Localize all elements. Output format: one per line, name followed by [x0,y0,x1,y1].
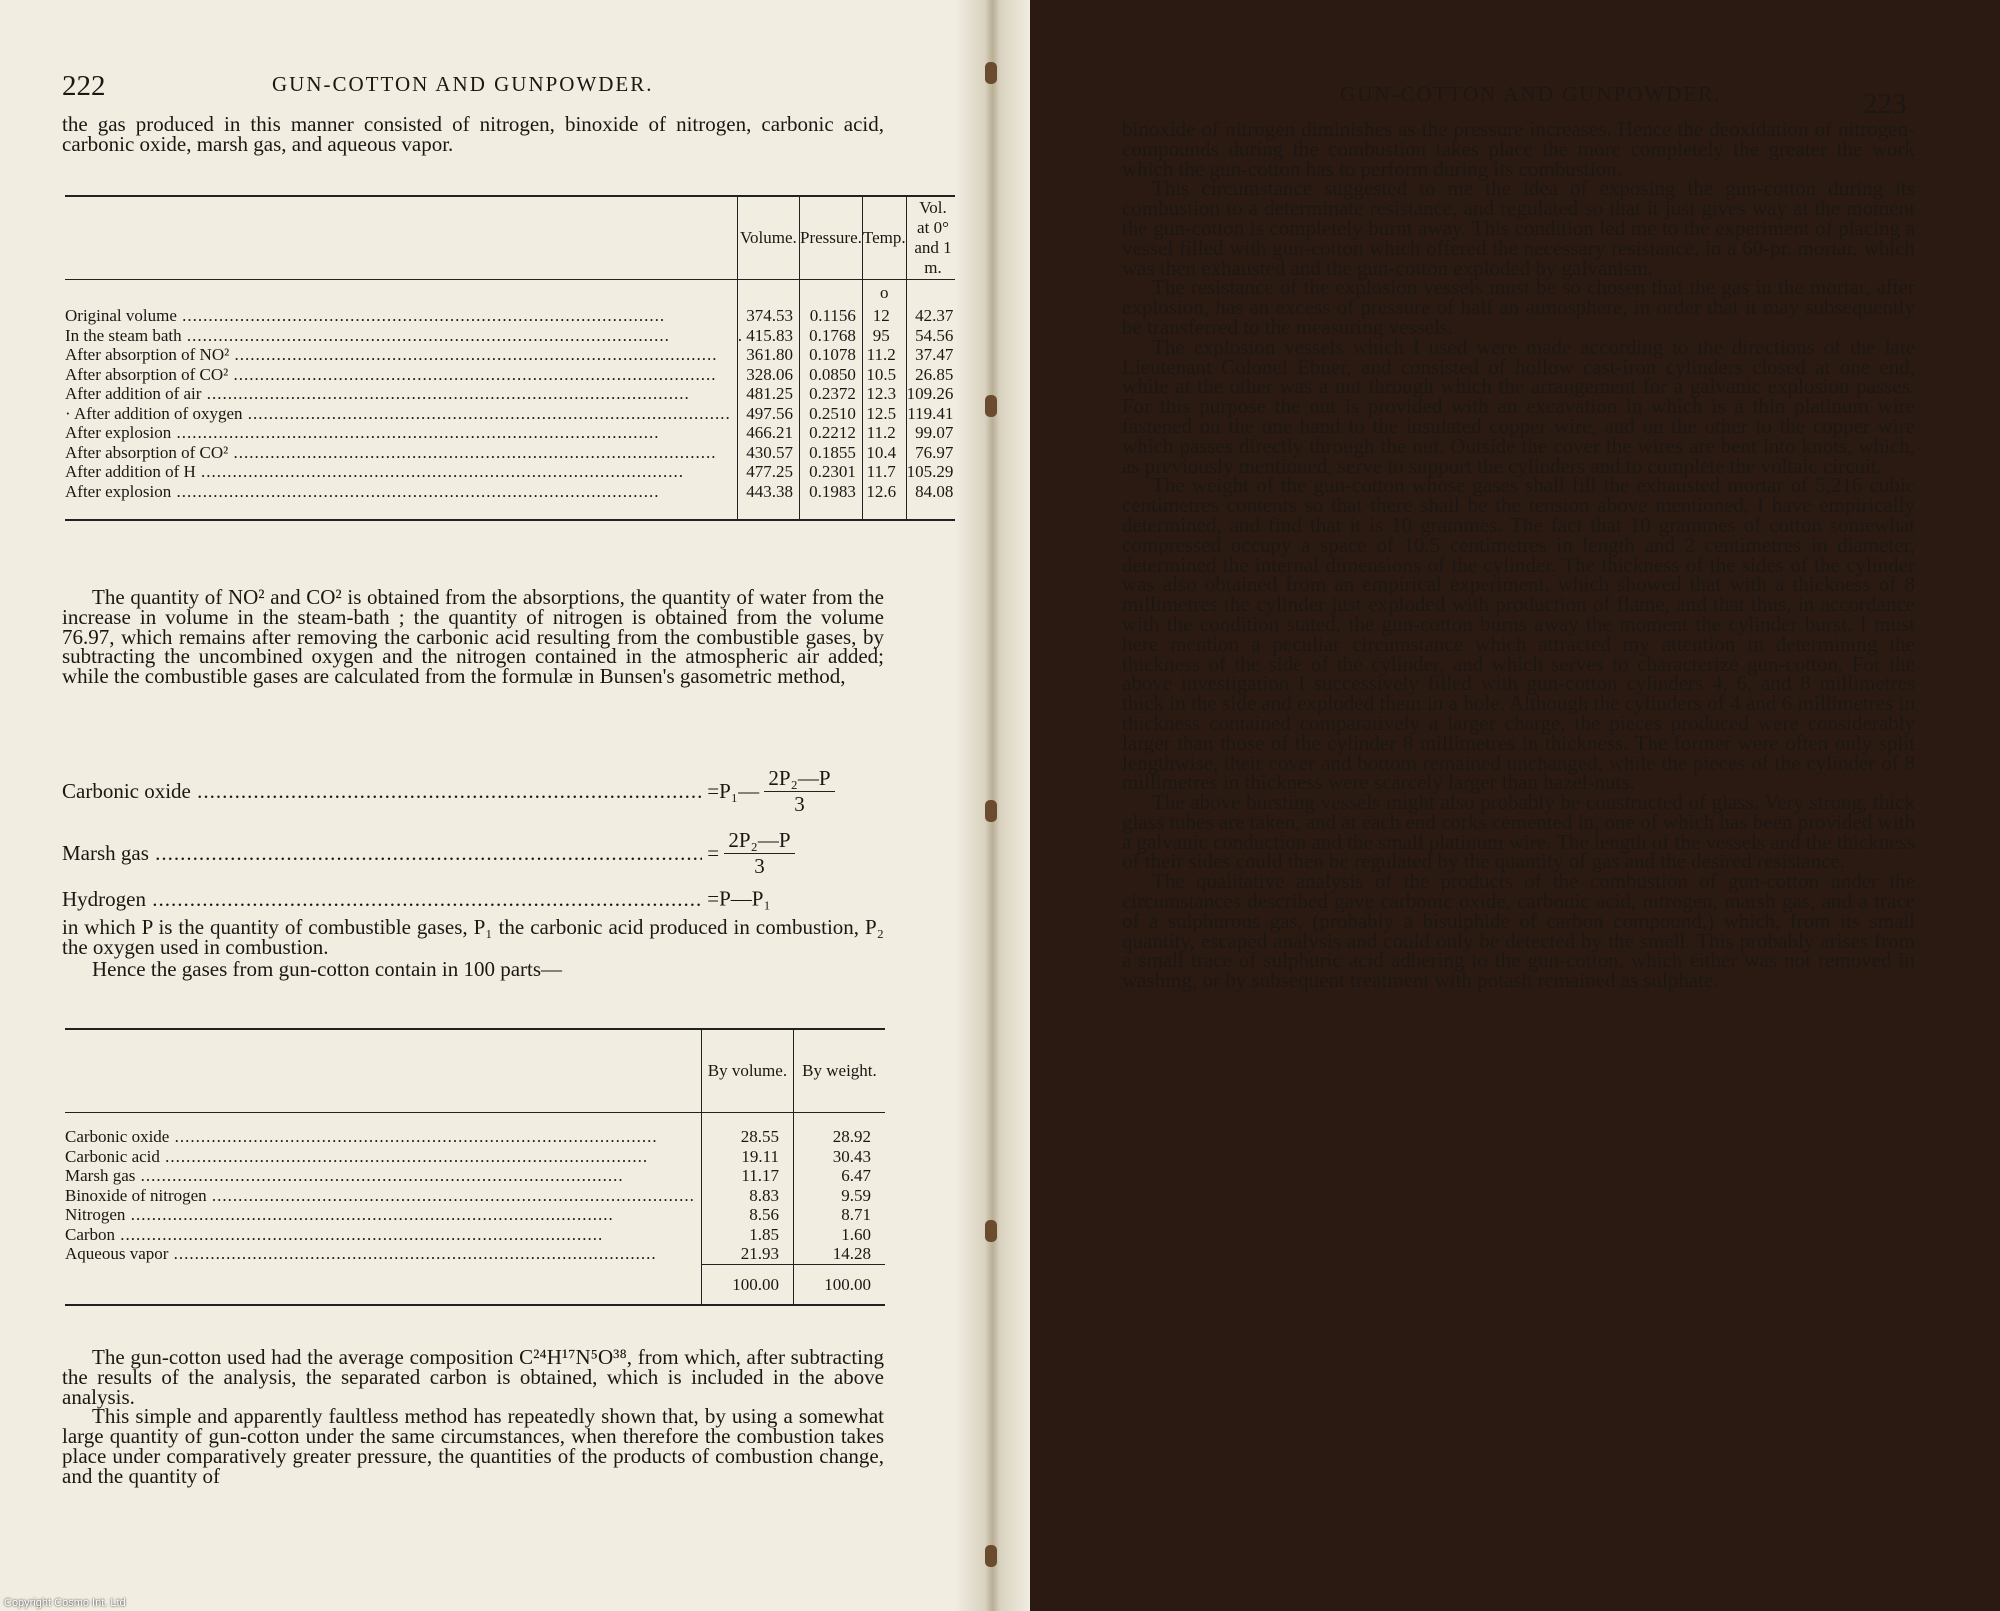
gas-analysis-table [65,195,959,521]
row-value: 328.06 [737,365,799,385]
para-quantities [62,585,884,689]
row-value: 28.55 [701,1127,793,1147]
row-value: 84.08 [906,482,959,521]
total-value: 100.00 [793,1264,885,1305]
table-row [65,1205,885,1225]
table-header-blank [65,1029,701,1113]
row-value: 105.29 [906,462,959,482]
row-value: 10.5 [862,365,906,385]
row-value: 11.7 [862,462,906,482]
paragraph: The explosion vessels which I used were made according to the directions of the late Lieutenant Colonel Ebner, and consisted of hollow cast-iron cylinders closed at one end, while at the other was a nut through which the arrangement for a galvanic explosion passes. For this purpose the nut is provided with an excavation in which is a thin platinum wire fastened on the one hand to the insulated copper wire, and on the other to the copper wire which passes directly through the nut. Outside the cover the wires are bent into knots, which, as previously mentioned, serve to support the cylinders and to complete the voltaic circuit. [1122,334,1915,478]
row-value: 76.97 [906,443,959,463]
formula-lhs: = [707,841,720,865]
row-value: 99.07 [906,423,959,443]
row-label: In the steam bath ..... [65,326,737,346]
para-quantities-text: The quantity of NO² and CO² is obtained from the absorptions, the quantity of water from the increase in volume in the steam-bath ; the quantity of nitrogen is obtained from the volume 76.97, which remains after removing the carbonic acid resulting from the combustible gases, by subtracting the uncombined oxygen and the nitrogen contained in the atmospheric air added; while the combustible gases are calculated from the formulæ in Bunsen's gasometric method, [62,585,884,689]
col-by-volume: By volume. [701,1029,793,1113]
row-value: 11.2 [862,423,906,443]
intro-text: the gas produced in this manner consisted of nitrogen, binoxide of nitrogen, carbonic acid, carbonic oxide, marsh gas, and aqueous vapor. [62,112,884,156]
row-value: 12 [862,306,906,326]
row-label: After absorption of CO² ..... [65,365,737,385]
para-composition [62,1345,884,1488]
col-temp: Temp. [862,196,906,280]
table-row [65,1186,885,1206]
table-row [65,443,959,463]
row-value: 8.71 [793,1205,885,1225]
row-value: 0.2510 [800,404,863,424]
row-value: 0.1983 [800,482,863,521]
row-label: After explosion ..... [65,423,737,443]
row-value: 11.2 [862,345,906,365]
row-label: Carbon ..... [65,1225,701,1245]
page-number-right: 223 [1863,88,1907,120]
row-value: 9.59 [793,1186,885,1206]
row-value: 109.26 [906,384,959,404]
paragraph: The qualitative analysis of the products of the combustion of gun-cotton under the circumstances described gave carbonic oxide, carbonic acid, nitrogen, marsh gas, and a trace of a sulphurous gas, (probably a bisulphide of carbon compound,) which, from its small quantity, escaped analysis and could only be detected by the smell. This probably arises from a small trace of sulphuric acid adhering to the gun-cotton, which either was not removed in washing, or by subsequent treatment with potash remained as sulphate. [1122,869,1915,993]
table-row [65,1225,885,1245]
formula-marsh-gas [62,828,884,879]
paragraph: binoxide of nitrogen diminishes as the pressure increases. Hence the deoxidation of nitrogen-compounds during the combustion takes place the more completely the greater the work which the gun-cotton has to perform during its combustion. [1122,117,1915,181]
row-value: 477.25 [737,462,799,482]
intro-paragraph [62,112,884,156]
row-value: 11.17 [701,1166,793,1186]
row-label: After addition of H ..... [65,462,737,482]
table-row [65,1127,885,1147]
table-row [65,365,959,385]
row-value: 42.37 [906,306,959,326]
total-value: 100.00 [701,1264,793,1305]
formula-fraction: $\frac{\text{2P₂—P}}{3}$ [724,828,794,879]
row-value: 0.1078 [800,345,863,365]
row-value: 26.85 [906,365,959,385]
row-value: . 415.83 [737,326,799,346]
row-value: 28.92 [793,1127,885,1147]
row-value: 374.53 [737,306,799,326]
formula-lhs: =P₁— [707,779,760,803]
row-value: 0.0850 [800,365,863,385]
paragraph: The weight of the gun-cotton whose gases shall fill the exhausted mortar of 5,216 cubic centimetres contents so that there shall be the tension above mentioned, I have empirically determined, and find that it is 10 grammes. The fact that 10 grammes of cotton somewhat compressed occupy a space of 10.5 centimetres in length and 2 centimetres in diameter, determined the internal dimensions of the cylinder. The thickness of the sides of the cylinder was also obtained from an empirical experiment, which showed that with a thickness of 8 millimetres the cylinder just exploded with production of flame, and that thus, in accordance with the condition stated, the gun-cotton burns away the moment the cylinder burst. I must here mention a peculiar circumstance which attracted my attention in determining the thickness of the side of the cylinder, and which serves to characterize gun-cotton. For the above investigation I successively filled with gun-cotton cylinders 4, 6, and 8 millimetres thick in the side and exploded them in a hole. Although the cylinders of 4 and 6 millimetres in thickness contained comparatively a larger charge, the pieces produced were considerably larger than those of the cylinder 8 millimetres in thickness. The former were often only split lengthwise, their cover and bottom remained unchanged, while the pieces of the cylinder of 8 millimetres in thickness were scarcely larger than hazel-nuts. [1122,473,1915,795]
row-label: Nitrogen ..... [65,1205,701,1225]
row-label: Aqueous vapor ..... [65,1244,701,1264]
row-value: 361.80 [737,345,799,365]
col-by-weight: By weight. [793,1029,885,1113]
para-symbols [62,915,884,981]
table-row [65,1166,885,1186]
row-value: 1.85 [701,1225,793,1245]
left-page [0,0,985,1611]
table-row [65,306,959,326]
row-label: After absorption of NO² ..... [65,345,737,365]
formula-label: Carbonic oxide ..... [62,779,702,804]
row-value: 0.1855 [800,443,863,463]
para-symbols-text: in which P is the quantity of combustible gases, P₁ the carbonic acid produced in combustion, P₂ the oxygen used in combustion. [62,915,884,959]
row-value: 12.5 [862,404,906,424]
running-head-left: GUN-COTTON AND GUNPOWDER. [272,72,654,96]
row-label: After explosion ..... [65,482,737,520]
table-row [65,462,959,482]
row-value: 8.56 [701,1205,793,1225]
paragraph: The above bursting vessels might also probably be constructed of glass. Very strong, thick glass tubes are taken, and at each end corks cemented in, one of which has been provided with a galvanic conduction and the small platinum wire. The length of the vessels and the thickness of their sides could then be regulated by the quantity of gas and the desired resistance. [1122,790,1915,874]
paragraph: The resistance of the explosion vessels must be so chosen that the gas in the mortar, after explosion, has an excess of pressure of half an atmosphere, in order that it may subsequently be transferred to the measuring vessels. [1122,275,1915,339]
row-value: 0.2212 [800,423,863,443]
row-value: 1.60 [793,1225,885,1245]
row-label: Original volume ..... [65,306,737,326]
row-value: 497.56 [737,404,799,424]
row-value: 481.25 [737,384,799,404]
row-value: 21.93 [701,1244,793,1264]
para-method-text: This simple and apparently faultless method has repeatedly shown that, by using a somewhat large quantity of gun-cotton under the same circumstances, when therefore the combustion takes place under comparatively greater pressure, the quantities of the products of combustion change, and the quantity of [62,1404,884,1488]
row-label: Binoxide of nitrogen ..... [65,1186,701,1206]
formula-label: Hydrogen ..... [62,887,702,912]
composition-table [65,1028,885,1306]
totals-row [65,1264,885,1305]
table-row [65,482,959,521]
page-number-left: 222 [62,70,106,102]
table-row [65,384,959,404]
table-row [65,1244,885,1264]
degree-row [65,280,959,307]
row-value: 12.3 [862,384,906,404]
copyright-notice: Copyright Cosmo Int. Ltd [4,1597,126,1609]
table-row [65,345,959,365]
col-pressure: Pressure. [800,196,863,280]
col-vol-at-zero: Vol. at 0° and 1 m. [906,196,959,280]
formula-hydrogen [62,885,884,912]
row-value: 19.11 [701,1147,793,1167]
row-label: Carbonic oxide ..... [65,1127,701,1147]
row-value: 0.2301 [800,462,863,482]
row-value: 119.41 [906,404,959,424]
row-label: · After addition of oxygen ..... [65,404,737,424]
row-value: 8.83 [701,1186,793,1206]
formula-label: Marsh gas ..... [62,841,702,866]
formula-fraction: $\frac{\text{2P₂—P}}{3}$ [764,766,834,817]
row-value: 0.1768 [800,326,863,346]
row-label: Carbonic acid ..... [65,1147,701,1167]
row-label: After addition of air ..... [65,384,737,404]
table-header-row [65,1029,885,1113]
row-value: 37.47 [906,345,959,365]
degree-mark: o [862,280,906,307]
row-value: 6.47 [793,1166,885,1186]
table-row [65,1147,885,1167]
row-label: After absorption of CO² ..... [65,443,737,463]
row-value: 0.2372 [800,384,863,404]
table-header-row [65,196,959,280]
row-value: 95 [862,326,906,346]
row-value: 14.28 [793,1244,885,1264]
formula-carbonic-oxide [62,766,884,817]
para-hence-text: Hence the gases from gun-cotton contain in 100 parts— [92,956,563,981]
row-value: 430.57 [737,443,799,463]
composition-body [65,1113,885,1306]
paragraph: This circumstance suggested to me the idea of exposing the gun-cotton during its combustion to a determinate resistance, and regulated so that it just gives way at the moment the gun-cotton is completely burnt away. This condition led me to the experiment of placing a vessel filled with gun-cotton which offered the necessary resistance, in a 60-pr. mortar, which was then exhausted and the gun-cotton exploded by galvanism. [1122,176,1915,280]
row-label: Marsh gas ..... [65,1166,701,1186]
running-head-right: GUN-COTTON AND GUNPOWDER. [1340,82,1722,106]
row-value: 466.21 [737,423,799,443]
col-volume: Volume. [737,196,799,280]
row-value: 443.38 [737,482,799,521]
right-body [1122,117,1915,993]
table-header-blank [65,196,737,280]
row-value: 0.1156 [800,306,863,326]
para-composition-text: The gun-cotton used had the average composition C²⁴H¹⁷N⁵O³⁸, from which, after subtracting the results of the analysis, the separated carbon is obtained, which is included in the above analysis. [62,1345,884,1409]
row-value: 30.43 [793,1147,885,1167]
table-row [65,326,959,346]
table-row [65,404,959,424]
right-page [985,0,2000,1611]
row-value: 10.4 [862,443,906,463]
row-value: 12.6 [862,482,906,521]
gas-analysis-body [65,280,959,521]
table-row [65,423,959,443]
formula-lhs: =P—P₁ [707,886,771,911]
row-value: 54.56 [906,326,959,346]
